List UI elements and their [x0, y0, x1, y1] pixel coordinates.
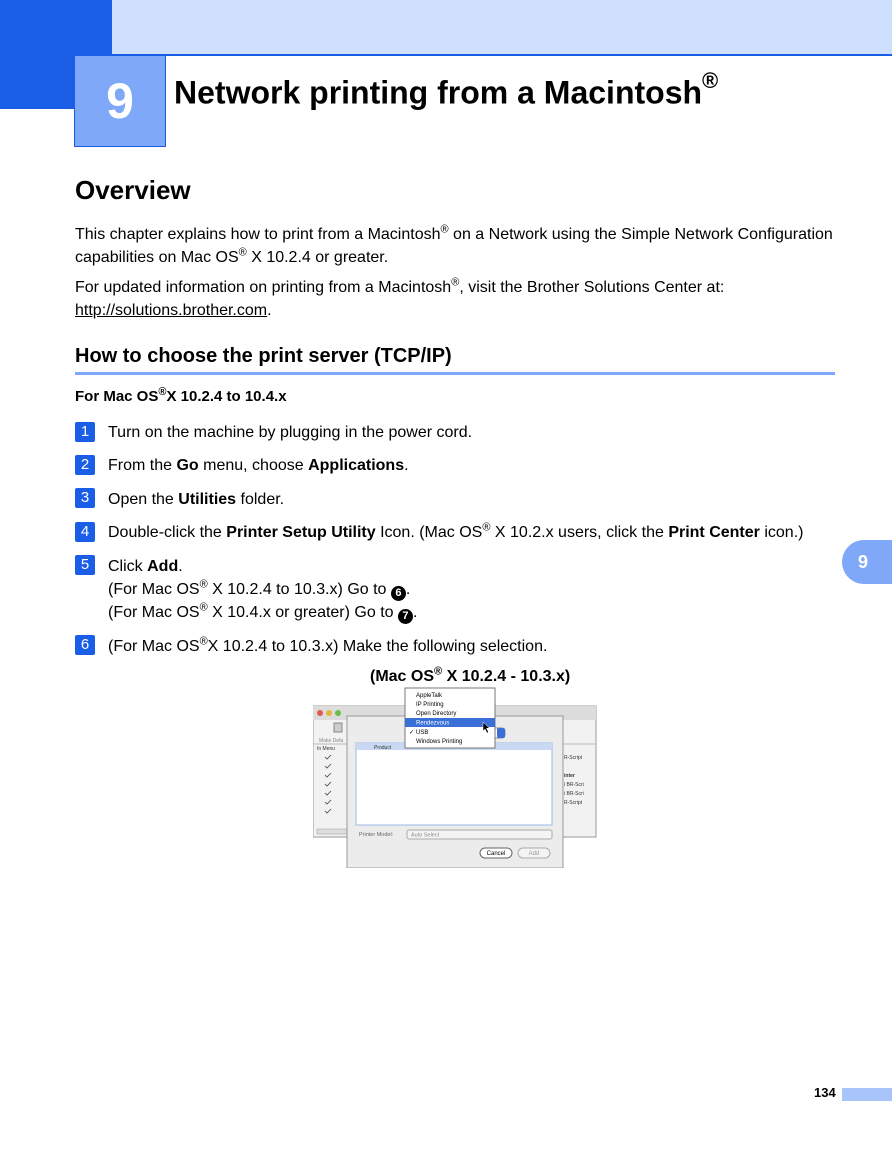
make-default-label: Make Defa [319, 738, 344, 744]
menu-item-rendezvous[interactable]: Rendezvous [416, 720, 450, 727]
screenshot-caption: (Mac OS® X 10.2.4 - 10.3.x) [370, 665, 571, 685]
step-ref-6: 6 [391, 586, 406, 601]
printer-model-label: Printer Model: [359, 832, 394, 838]
close-icon[interactable] [317, 710, 323, 716]
step-3-badge: 3 [75, 488, 95, 508]
step-4-text: Double-click the Printer Setup Utility Icon. (Mac OS® X 10.2.x users, click the Print Center icon.) [108, 521, 804, 541]
menu-item-usb[interactable]: USB [416, 730, 429, 736]
menu-item-appletalk[interactable]: AppleTalk [416, 693, 443, 699]
solutions-link[interactable]: http://solutions.brother.com [75, 302, 268, 319]
menu-item-open-directory[interactable]: Open Directory [416, 711, 457, 717]
step-2-text: From the Go menu, choose Applications. [108, 457, 409, 474]
header-band-light [112, 0, 892, 56]
add-label: Add [528, 851, 540, 857]
checkmark-icon: ✓ [409, 730, 415, 736]
footer-bar [842, 1088, 892, 1101]
menu-item-ip-printing[interactable]: IP Printing [416, 702, 444, 708]
product-list[interactable] [356, 743, 552, 825]
right-item-3: i BR-Scri [564, 782, 584, 788]
step-6-badge: 6 [75, 635, 95, 655]
step-5-text: Click Add. (For Mac OS® X 10.2.4 to 10.3.x) Go to 6 . (For Mac OS® X 10.4.x or greater) Go to 7 . [108, 558, 418, 622]
right-item-1: R-Script [564, 755, 583, 761]
step-ref-7: 7 [398, 609, 413, 624]
step-6-text: (For Mac OS®X 10.2.4 to 10.3.x) Make the following selection. [108, 635, 548, 655]
subsection-heading: For Mac OS®X 10.2.4 to 10.4.x [75, 386, 287, 405]
step-4-badge: 4 [75, 522, 95, 542]
minimize-icon[interactable] [326, 710, 332, 716]
right-item-5: R-Script [564, 800, 583, 806]
popup-arrows-icon [497, 728, 505, 738]
right-item-4: i BR-Scri [564, 791, 584, 797]
page-number: 134 [814, 1085, 836, 1100]
cancel-label: Cancel [486, 851, 506, 857]
overview-paragraph-1: This chapter explains how to print from a Macintosh® on a Network using the Simple Network Configuration capabilities on Mac OS® X 10.2.4 or greater. [75, 223, 833, 266]
printer-setup-screenshot [313, 686, 597, 868]
step-1-text: Turn on the machine by plugging in the power cord. [108, 424, 473, 441]
overview-paragraph-2: For updated information on printing from a Macintosh®, visit the Brother Solutions Center at: http://solutions.brother.com. [75, 276, 725, 319]
chapter-title: Network printing from a Macintosh® [174, 68, 719, 111]
step-2-badge: 2 [75, 455, 95, 475]
product-column-header: Product [374, 745, 392, 751]
printer-model-value: Auto Select [411, 832, 440, 839]
chapter-number-box: 9 [74, 55, 166, 147]
printer-icon [334, 723, 342, 732]
in-menu-header: In Menu [317, 746, 336, 752]
step-1-badge: 1 [75, 422, 95, 442]
chapter-side-tab: 9 [842, 540, 892, 584]
section-heading: How to choose the print server (TCP/IP) [75, 345, 452, 367]
horizontal-scrollbar[interactable] [317, 829, 347, 834]
step-5-badge: 5 [75, 555, 95, 575]
zoom-icon[interactable] [335, 710, 341, 716]
step-3-text: Open the Utilities folder. [108, 491, 285, 508]
section-rule [75, 372, 835, 375]
menu-item-windows-printing[interactable]: Windows Printing [416, 739, 463, 745]
right-item-2: inter [564, 773, 575, 779]
overview-heading: Overview [75, 175, 191, 205]
